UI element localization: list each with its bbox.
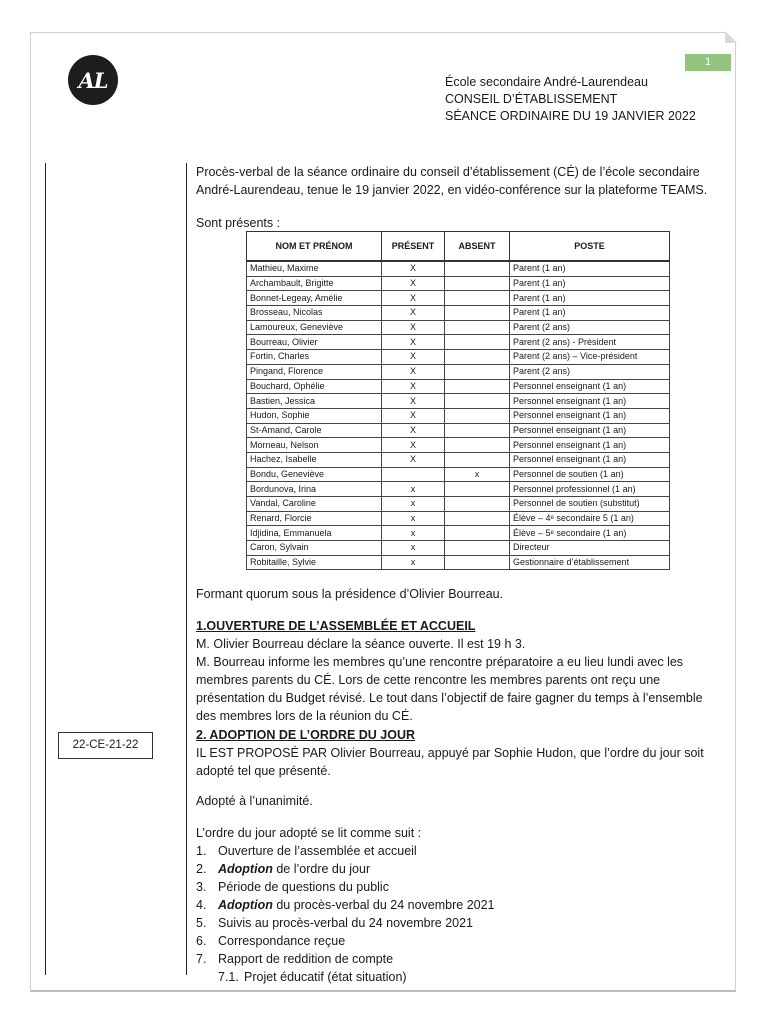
table-header-row [247,232,670,262]
agenda-item-label: Rapport de reddition de compte [218,952,394,966]
cell-present: X [382,350,445,365]
cell-position: Gestionnaire d’établissement [510,555,670,570]
cell-name: Caron, Sylvain [247,541,382,556]
cell-absent [445,394,510,409]
column-rule [186,163,187,975]
cell-absent [445,261,510,276]
cell-absent [445,379,510,394]
agenda-item-text [218,842,417,860]
cell-absent [445,423,510,438]
cell-position: Personnel enseignant (1 an) [510,438,670,453]
table-row [247,482,670,497]
agenda-item [196,950,726,968]
agenda-item-number: 1. [196,844,207,858]
agenda-item-number: 2. [196,862,207,876]
agenda-list [196,842,726,986]
cell-position: Personnel enseignant (1 an) [510,408,670,423]
cell-name: Pingand, Florence [247,364,382,379]
adopted-text: Adopté à l’unanimité. [196,794,313,808]
cell-absent [445,452,510,467]
cell-present: x [382,526,445,541]
table-row [247,408,670,423]
cell-position: Directeur [510,541,670,556]
document-page [30,32,736,992]
table-row [247,526,670,541]
agenda-item [196,914,726,932]
cell-position: Personnel enseignant (1 an) [510,423,670,438]
cell-present: X [382,276,445,291]
table-row [247,394,670,409]
cell-absent [445,511,510,526]
col-header-name: NOM ET PRÉNOM [247,232,382,262]
members-table [246,231,670,570]
agenda-item-label: de l’ordre du jour [272,862,371,876]
agenda-item-label: du procès-verbal du 24 novembre 2021 [272,898,495,912]
cell-position: Personnel enseignant (1 an) [510,379,670,394]
cell-absent [445,555,510,570]
logo-text: AL [78,67,108,93]
cell-present: x [382,541,445,556]
agenda-item-text [218,878,389,896]
cell-present: X [382,423,445,438]
cell-position: Parent (2 ans) – Vice-président [510,350,670,365]
table-row [247,452,670,467]
quorum-text: Formant quorum sous la présidence d’Olivier Bourreau. [196,587,504,601]
cell-present: X [382,364,445,379]
table-row [247,555,670,570]
section-agenda-adoption [196,726,726,780]
cell-name: Bouchard, Ophélie [247,379,382,394]
cell-absent [445,438,510,453]
cell-absent [445,526,510,541]
agenda-item-number: 5. [196,916,207,930]
page-number-badge: 1 [685,54,731,71]
agenda-intro: L’ordre du jour adopté se lit comme suit : [196,826,422,840]
col-header-position: POSTE [510,232,670,262]
cell-position: Parent (1 an) [510,276,670,291]
table-row [247,291,670,306]
agenda-item [196,878,726,896]
cell-position: Personnel enseignant (1 an) [510,452,670,467]
agenda-item-number: 7. [196,952,207,966]
agenda-item-label: Correspondance reçue [218,934,346,948]
cell-present: X [382,306,445,321]
agenda-item [196,860,726,878]
section-opening-title: 1.OUVERTURE DE L’ASSEMBLÉE ET ACCUEIL [196,619,476,633]
agenda-item-emphasis: Adoption [218,862,273,876]
cell-present: X [382,408,445,423]
table-row [247,467,670,482]
table-row [247,438,670,453]
agenda-item-label: Suivis au procès-verbal du 24 novembre 2021 [218,916,474,930]
table-row [247,379,670,394]
left-margin-rule [45,163,46,975]
table-row [247,261,670,276]
cell-position: Personnel enseignant (1 an) [510,394,670,409]
cell-name: Robitaille, Sylvie [247,555,382,570]
section-opening-p1: M. Olivier Bourreau déclare la séance ouverte. Il est 19 h 3. [196,637,526,651]
cell-name: Vandal, Caroline [247,497,382,512]
cell-position: Personnel de soutien (substitut) [510,497,670,512]
table-row [247,335,670,350]
cell-name: Hudon, Sophie [247,408,382,423]
col-header-absent: ABSENT [445,232,510,262]
cell-present: X [382,452,445,467]
cell-name: Mathieu, Maxime [247,261,382,276]
cell-absent [445,335,510,350]
agenda-item-number: 4. [196,898,207,912]
cell-position: Parent (1 an) [510,261,670,276]
agenda-item-text [218,932,345,950]
cell-absent [445,364,510,379]
table-row [247,306,670,321]
cell-present: X [382,261,445,276]
cell-name: Hachez, Isabelle [247,452,382,467]
header-council: CONSEIL D’ÉTABLISSEMENT [445,92,618,106]
cell-name: Bondu, Geneviève [247,467,382,482]
cell-name: Renard, Florcie [247,511,382,526]
cell-present: X [382,320,445,335]
header-session: SÉANCE ORDINAIRE DU 19 JANVIER 2022 [445,109,696,123]
cell-present: X [382,438,445,453]
cell-absent [445,482,510,497]
agenda-item [196,932,726,950]
agenda-subitem-number: 7.1. [218,970,239,984]
page-fold-corner [725,31,737,43]
section-opening [196,617,726,725]
table-row [247,423,670,438]
agenda-item-number: 3. [196,880,207,894]
cell-position: Élève – 4ᵉ secondaire 5 (1 an) [510,511,670,526]
table-row [247,276,670,291]
cell-position: Parent (2 ans) [510,320,670,335]
table-row [247,320,670,335]
cell-name: Lamoureux, Geneviève [247,320,382,335]
cell-position: Parent (1 an) [510,291,670,306]
agenda-item-text [218,860,370,878]
cell-position: Élève – 5ᵉ secondaire (1 an) [510,526,670,541]
cell-name: Bonnet-Legeay, Amélie [247,291,382,306]
agenda-subitem [196,968,726,986]
agenda-item-text [218,950,393,968]
cell-name: Bastien, Jessica [247,394,382,409]
cell-absent [445,306,510,321]
cell-absent [445,320,510,335]
agenda-subitem-text: Projet éducatif (état situation) [244,970,407,984]
cell-present: x [382,555,445,570]
cell-present: X [382,335,445,350]
cell-absent [445,291,510,306]
cell-absent: x [445,467,510,482]
table-row [247,364,670,379]
table-row [247,541,670,556]
cell-present: X [382,394,445,409]
table-row [247,350,670,365]
cell-present: X [382,379,445,394]
cell-position: Parent (2 ans) - Président [510,335,670,350]
col-header-present: PRÉSENT [382,232,445,262]
cell-present: X [382,291,445,306]
agenda-item [196,896,726,914]
agenda-item-text [218,896,495,914]
cell-position: Personnel de soutien (1 an) [510,467,670,482]
cell-name: Morneau, Nelson [247,438,382,453]
cell-present: x [382,511,445,526]
members-table-body [247,261,670,570]
cell-absent [445,276,510,291]
intro-paragraph: Procès-verbal de la séance ordinaire du conseil d’établissement (CÉ) de l’école secondaire André-Laurendeau, tenue le 19 janvier 2022, en vidéo-conférence sur la plateforme TEAMS. [196,165,708,197]
school-logo [68,55,118,105]
cell-absent [445,541,510,556]
cell-name: Idjidina, Emmanuela [247,526,382,541]
section-agenda-title: 2. ADOPTION DE L’ORDRE DU JOUR [196,728,416,742]
agenda-item-label: Période de questions du public [218,880,389,894]
resolution-number: 22-CE-21-22 [58,732,153,759]
agenda-item [196,842,726,860]
document-header [445,74,696,125]
cell-absent [445,408,510,423]
cell-name: Bourreau, Olivier [247,335,382,350]
presents-label: Sont présents : [196,216,281,230]
cell-present: x [382,497,445,512]
cell-present [382,467,445,482]
cell-position: Personnel professionnel (1 an) [510,482,670,497]
section-agenda-proposal: IL EST PROPOSÉ PAR Olivier Bourreau, appuyé par Sophie Hudon, que l’ordre du jour soit adopté tel que présenté. [196,746,704,778]
header-school: École secondaire André-Laurendeau [445,75,648,89]
cell-absent [445,497,510,512]
cell-name: Archambault, Brigitte [247,276,382,291]
section-opening-p2: M. Bourreau informe les membres qu’une rencontre préparatoire a eu lieu lundi avec les membres parents du CÉ. Lors de cette rencontre les membres parents ont reçu une présentation du Budget révisé. Le tout dans l’objectif de faire gagner du temps à l’ensemble des membres lors de la réunion du CÉ. [196,655,703,723]
agenda-block [196,824,726,986]
cell-name: Brosseau, Nicolas [247,306,382,321]
cell-name: St-Amand, Carole [247,423,382,438]
cell-name: Fortin, Charles [247,350,382,365]
agenda-item-emphasis: Adoption [218,898,273,912]
cell-name: Bordunova, Irina [247,482,382,497]
table-row [247,511,670,526]
cell-present: x [382,482,445,497]
table-row [247,497,670,512]
agenda-item-text [218,914,473,932]
agenda-item-label: Ouverture de l’assemblée et accueil [218,844,417,858]
cell-position: Parent (1 an) [510,306,670,321]
agenda-item-number: 6. [196,934,207,948]
cell-position: Parent (2 ans) [510,364,670,379]
cell-absent [445,350,510,365]
